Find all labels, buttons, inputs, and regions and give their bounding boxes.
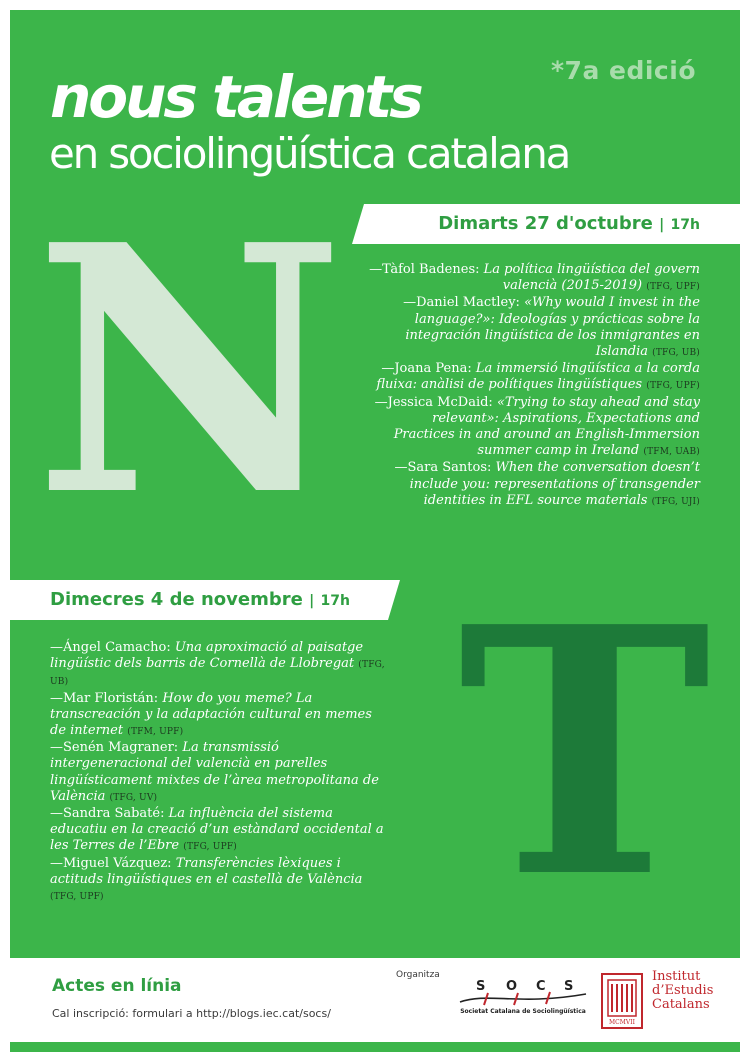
talk-entry	[50, 856, 390, 906]
session-1-time: 17h	[670, 217, 700, 233]
socs-letter: S	[476, 979, 486, 994]
talk-entry	[50, 740, 390, 806]
organizer-label: Organitza	[396, 970, 440, 980]
talk-author: —Mar Floristán:	[50, 690, 163, 706]
svg-text:MCMVII: MCMVII	[609, 1019, 635, 1026]
socs-logo-graphic	[458, 974, 588, 1008]
monogram-t: T	[458, 554, 712, 953]
session-1-talks	[368, 262, 700, 510]
session-2-time: 17h	[320, 593, 350, 609]
talk-entry	[368, 395, 700, 461]
title-line-2: en sociolingüística catalana	[49, 129, 570, 178]
socs-letter: C	[536, 979, 546, 994]
socs-logo	[458, 974, 588, 1022]
talk-degree: (TFG, UPF)	[183, 842, 237, 853]
talk-title: La influència del sistema educatiu en la creació d’un estàndard occidental a les Terres de l’Ebre	[50, 806, 384, 854]
talk-author: —Daniel Mactley:	[403, 295, 525, 311]
iec-name-line: Institut	[652, 969, 701, 984]
session-1-date	[438, 210, 700, 239]
iec-name	[652, 970, 713, 1012]
talk-degree: (TFG, UPF)	[646, 381, 700, 392]
bottom-bar	[10, 1042, 740, 1052]
talk-title: Transferències lèxiques i actituds lingüístiques en el castellà de València	[50, 855, 363, 887]
talk-entry	[50, 691, 390, 741]
talk-entry	[50, 640, 390, 691]
talk-degree: (TFM, UPF)	[127, 727, 184, 738]
title-line-1: nous talents	[50, 63, 421, 131]
iec-name-line: d’Estudis	[652, 983, 714, 998]
talk-title: «Why would I invest in the language?»: Ideologías y prácticas sobre la integración lingüística de los inmigrantes en Islandia	[405, 295, 700, 360]
talk-author: —Sandra Sabaté:	[50, 806, 169, 822]
socs-letter: S	[564, 979, 574, 994]
talk-entry	[368, 262, 700, 295]
talk-title: «Trying to stay ahead and stay relevant»: Aspirations, Expectations and Practices in and around an English-Immersion summer camp in Ireland	[393, 394, 700, 459]
talk-title: La política lingüística del govern valencià (2015-2019)	[483, 262, 700, 294]
talk-degree: (TFG, UPF)	[50, 892, 104, 903]
talk-title: La immersió lingüística a la corda fluixa: anàlisi de polítiques lingüístiques	[376, 361, 700, 393]
socs-letter: O	[506, 979, 518, 994]
footer	[0, 958, 750, 1060]
talk-entry	[368, 460, 700, 510]
talk-author: —Senén Magraner:	[50, 740, 183, 756]
session-2-date	[50, 586, 350, 615]
session-2-talks	[50, 640, 390, 905]
session-2-separator: |	[309, 593, 315, 609]
session-1-separator: |	[659, 217, 665, 233]
talk-title: How do you meme? La transcreación y la adaptación cultural en memes de internet	[50, 690, 372, 739]
iec-name-line: Catalans	[652, 997, 710, 1012]
talk-author: —Joana Pena:	[381, 361, 476, 377]
socs-full-name: Societat Catalana de Sociolingüística	[460, 1008, 586, 1015]
talk-author: —Ángel Camacho:	[50, 640, 175, 655]
talk-entry	[368, 295, 700, 361]
talk-degree: (TFG, UV)	[109, 792, 158, 803]
iec-seal-icon	[600, 972, 644, 1030]
session-1-day: Dimarts 27 d'octubre	[438, 213, 653, 234]
talk-title: When the conversation doesn’t include you: representations of transgender identities in EFL source materials	[409, 460, 700, 508]
edition-label: *7a edició	[550, 56, 696, 85]
talk-title: La transmissió intergeneracional del valencià en parelles lingüísticament mixtes de l’àrea metropolitana de València	[50, 740, 379, 804]
talk-degree: (TFG, UJI)	[651, 496, 700, 507]
talk-title: Una aproximació al paisatge lingüístic dels barris de Cornellà de Llobregat	[50, 640, 364, 672]
registration-note[interactable]: Cal inscripció: formulari a http://blogs.iec.cat/socs/	[52, 1007, 331, 1020]
talk-degree: (TFG, UB)	[652, 348, 700, 359]
online-events-heading: Actes en línia	[52, 976, 182, 996]
talk-author: —Sara Santos:	[394, 460, 496, 476]
talk-author: —Tàfol Badenes:	[369, 262, 484, 277]
talk-author: —Jessica McDaid:	[374, 394, 497, 410]
session-2-day: Dimecres 4 de novembre	[50, 589, 303, 610]
talk-degree: (TFM, UAB)	[643, 447, 700, 458]
talk-degree: (TFG, UPF)	[646, 282, 700, 293]
talk-entry	[50, 806, 390, 856]
talk-author: —Miguel Vázquez:	[50, 855, 176, 871]
talk-entry	[368, 361, 700, 394]
talk-degree: (TFG, UB)	[50, 660, 385, 688]
green-panel	[10, 10, 740, 958]
monogram-n: N	[34, 172, 339, 571]
